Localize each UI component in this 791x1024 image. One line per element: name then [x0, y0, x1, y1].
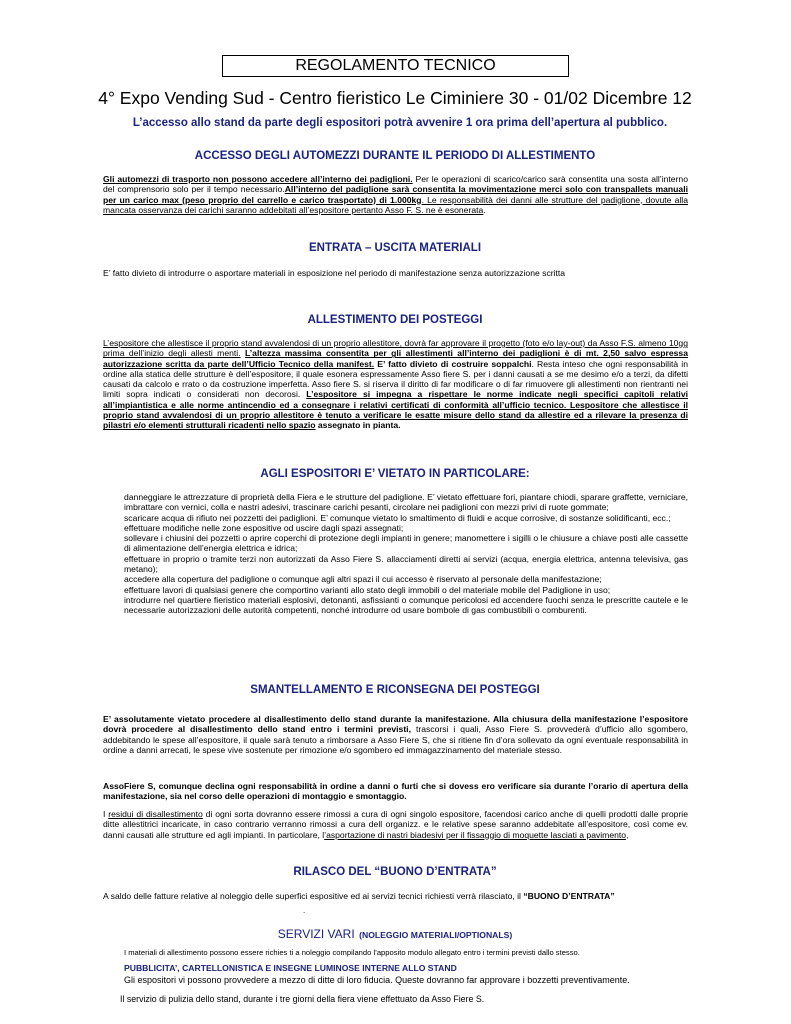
section-text-materials: E’ fatto divieto di introdurre o asportare materiali in esposizione nel periodo di manifestazione senza autorizzazione scritta: [103, 268, 566, 278]
section-text-advertising: Gli espositori vi possono provvedere a mezzo di ditte di loro fiducia. Queste dovranno far approvare i bozzetti preventivamente.: [124, 975, 630, 985]
section-text-setup: [103, 338, 688, 431]
section-text-access: [103, 174, 688, 215]
section-heading-prohibited: AGLI ESPOSITORI E’ VIETATO IN PARTICOLARE:: [260, 468, 530, 480]
section-heading-materials: ENTRATA – USCITA MATERIALI: [308, 242, 482, 254]
section-heading-setup: ALLESTIMENTO DEI POSTEGGI: [307, 314, 483, 326]
list-item: introdurre nel quartiere fieristico materiali esplosivi, detonanti, asfissianti o comunque pericolosi ed accendere fuochi senza le prescritte cautele e le necessarie autorizzazioni delle autorità competenti, nonché introdurre od usare bombole di gas combustibili o comburenti.: [124, 594, 688, 616]
section-heading-entry-voucher: RILASCO DEL “BUONO D’ENTRATA”: [293, 866, 497, 878]
section-text-entry-voucher: [103, 891, 688, 901]
dot-mark: .: [303, 906, 306, 915]
setup-text-6: assegnato in pianta.: [315, 420, 401, 431]
section-text-cleaning: Il servizio di pulizia dello stand, durante i tre giorni della fiera viene effettuato da Asso Fiere S.: [120, 994, 485, 1004]
dismantling-text-2: trascorsi i quali, Asso Fiere S. provvederà d’ufficio allo sgombero, addebitando le spese all’espositore, il quale sarà tenuto a rimborsare a Asso Fiere S, che si ritiene fin d’ora sollevato da ogni eventuale responsabilità in ordine a danni arrecati, le spese vive sostenute per rimozione e/o sgombero ed immagazzinamento del materiale stesso.: [103, 724, 688, 755]
access-text-4: . Le responsabilità dei danni alle strutture del padiglione, dovute alla mancata osservanza dei carichi saranno addebitati all’espositore pertanto Asso F. S. ne è esonerata: [103, 194, 688, 215]
voucher-text-1: A saldo delle fatture relative al noleggio delle superfici espositive ed ai servizi tecnici richiesti verrà rilasciato, il: [103, 891, 524, 901]
prohibited-list: [124, 492, 688, 616]
residues-text-4: ’asportazione di nastri biadesivi per il fissaggio di moquette lasciati a pavimento,: [324, 829, 629, 840]
residues-text-3: di ogni sorta dovranno essere rimossi a cura di ogni singolo espositore, facendosi carico anche di quelli prodotti dalle proprie ditte allestitrici incaricate, in caso contrario verranno rimossi a cura dell organizz. e le relative spese saranno addebitate all’espositore, così come ev. danni causati alle strutture ed agli impianti. In particolare, l: [103, 809, 688, 840]
list-item: danneggiare le attrezzature di proprietà della Fiera e le strutture del padiglione. E’ vietato effettuare fori, piantare chiodi, sparare graffette, verniciare, imbrattare con vernici, colla e nastri adesivi, trascinare carichi pesanti, circolare nei padiglioni con mezzi privi di ruote gommate;: [124, 492, 688, 513]
list-item: scaricare acqua di rifiuto nei pozzetti dei padiglioni. E’ comunque vietato lo smaltimento di fluidi e acque corrosive, di sostanze solidificanti, ecc.;: [124, 512, 671, 523]
section-heading-dismantling: SMANTELLAMENTO E RICONSEGNA DEI POSTEGGI: [250, 684, 540, 696]
title-box: REGOLAMENTO TECNICO: [222, 55, 569, 77]
list-item: effettuare in proprio o tramite terzi non autorizzati da Asso Fiere S. allacciamenti diretti ai servizi (acqua, energia elettrica, antenna televisiva, gas metano);: [124, 553, 688, 575]
setup-text-4: . Resta inteso che ogni responsabilità in ordine alla statica delle strutture è dell’espositore, il quale esonera espressamente Asso fiere S. per i danni causati a se me desimo e/o a terzi, da difetti causati da calcolo e rrato o da costruzione imperfetta. Asso fiere S. si riserva il diritto di far modificare o di far rimuovere gli allestimenti non rientranti nei limiti sopra indicati o considerati non decorosi.: [103, 358, 688, 400]
list-item: sollevare i chiusini dei pozzetti o aprire coperchi di protezione degli impianti in genere; manomettere i sigilli o le chiusure a chiave posti alle cassette di alimentazione dell’energia elettrica e idrica;: [124, 533, 688, 554]
list-item: accedere alla copertura del padiglione o comunque agli altri spazi il cui accesso è riservato al personale della manifestazione;: [124, 574, 602, 585]
setup-text-1: L’espositore che allestisce il proprio stand avvalendosi di un proprio allestitore, dovrà far approvare il progetto (foto e/o lay-out) da Asso F.S. almeno 10gg prima dell’inizio degli allesti menti.: [103, 338, 688, 359]
setup-text-2: L’altezza massima consentita per gli allestimenti all’interno dei padiglioni è di mt. 2,50 salvo espressa autorizzazione scritta da parte dell’Ufficio Tecnico della manifest.: [103, 348, 688, 369]
list-item: effettuare modifiche nelle zone espositive od uscire dagli spazi assegnati;: [124, 522, 404, 533]
dismantling-disclaimer: AssoFiere S, comunque declina ogni responsabilità in ordine a danni o furti che si dovess ero verificare sia durante l’orario di apertura della manifestazione, sia nel corso delle operazioni di montaggio e smontaggio.: [103, 781, 688, 802]
services-heading-main: SERVIZI VARI: [277, 927, 355, 941]
dismantling-text-1: E’ assolutamente vietato procedere al disallestimento dello stand durante la manifestazione. Alla chiusura della manifestazione l’espositore dovrà procedere al disallestimento dello stand entro i termini previsti,: [103, 714, 688, 735]
section-heading-services: [100, 925, 690, 943]
voucher-text-2: “BUONO D’ENTRATA: [523, 891, 611, 901]
residues-text-2: residui di disallestimento: [108, 809, 203, 819]
access-text-3: All’interno del padiglione sarà consentita la movimentazione merci solo con transpallets manuali per un carico max (peso proprio del carrello e carico trasportato) di 1.000kg: [103, 184, 688, 205]
dismantling-residues: [103, 809, 688, 840]
setup-text-5: L’espositore si impegna a rispettare le norme indicate negli specifici capitoli relativi all’impiantistica e alle norme antincendio ed a consegnare i relativi certificati di conformità all’ufficio tecnico. Lespositore che allestisce il proprio stand avvalendosi di un proprio allestitore è tenuto a verificare le esatte misure dello stand da allestire ed a rilevare la presenza di pilastri e/o elementi strutturali ricadenti nello spazio: [103, 389, 688, 431]
section-heading-access: ACCESSO DEGLI AUTOMEZZI DURANTE IL PERIODO DI ALLESTIMENTO: [194, 150, 596, 162]
section-text-dismantling: [103, 714, 688, 755]
section-heading-advertising: PUBBLICITA’, CARTELLONISTICA E INSEGNE LUMINOSE INTERNE ALLO STAND: [124, 963, 457, 973]
section-text-services: I materiali di allestimento possono essere richies ti a noleggio compilando l’apposito modulo allegato entro i termini previsti dallo stesso.: [124, 948, 580, 957]
access-text-1: Gli automezzi di trasporto non possono accedere all’interno dei padiglioni.: [103, 174, 413, 184]
residues-text-1: I: [103, 809, 109, 819]
services-heading-small: (NOLEGGIO MATERIALI/OPTIONALS): [359, 930, 513, 940]
access-text-2: Per le operazioni di scarico/carico sarà consentita una sosta all’interno del comprensorio solo per il tempo necessario.: [103, 174, 688, 195]
setup-text-3: E’ fatto divieto di costruire soppalchi: [374, 358, 532, 369]
access-note: L’accesso allo stand da parte degli espositori potrà avvenire 1 ora prima dell’apertura al pubblico.: [132, 117, 668, 129]
document-subtitle: 4° Expo Vending Sud - Centro fieristico Le Ciminiere 30 - 01/02 Dicembre 12: [98, 88, 692, 108]
access-text-5: .: [483, 204, 486, 215]
list-item: effettuare lavori di qualsiasi genere che comportino varianti allo stato degli immobili o del materiale mobile del Padiglione in uso;: [124, 584, 611, 595]
voucher-text-3: ”: [610, 891, 615, 901]
